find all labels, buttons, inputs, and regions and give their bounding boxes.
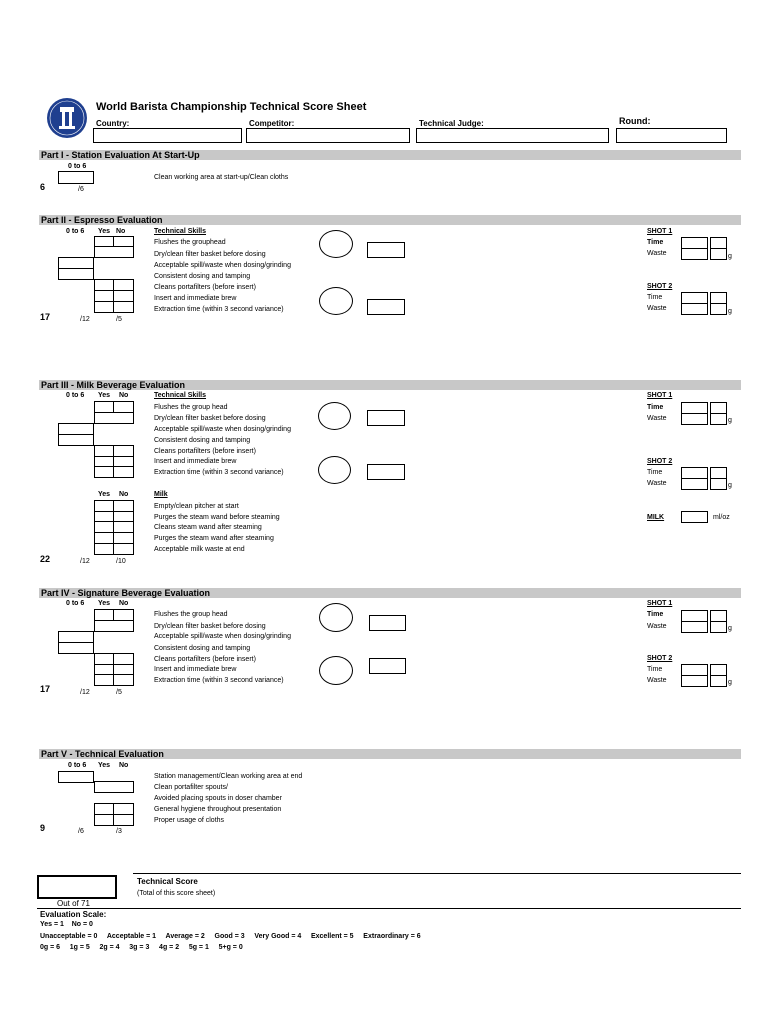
part2-max2: /5 (116, 316, 122, 323)
waste-box[interactable] (710, 413, 727, 425)
scale-title: Evaluation Scale: (40, 910, 107, 919)
part2-item: Cleans portafilters (before insert) (154, 284, 256, 291)
milk-amount-box[interactable] (681, 511, 708, 523)
time-label: Time (647, 294, 663, 301)
scale-ratings: Unacceptable = 0 Acceptable = 1 Average = 2 Good = 3 Very Good = 4 Excellent = 5 Extraordinary = 6 (40, 933, 421, 940)
part4-item: Insert and immediate brew (154, 666, 237, 673)
gram-unit: g (728, 625, 732, 632)
waste-box[interactable] (681, 413, 708, 425)
waste-box[interactable] (681, 621, 708, 633)
gram-unit: g (728, 417, 732, 424)
part5-yes: Yes (98, 762, 111, 769)
part4-total: 17 (40, 684, 51, 694)
judge-field[interactable] (416, 128, 609, 143)
part1-score-box[interactable] (58, 171, 94, 184)
part3-item: Insert and immediate brew (154, 458, 237, 465)
shot2-circle[interactable] (319, 656, 353, 685)
part5-item: Avoided placing spouts in doser chamber (154, 795, 282, 802)
part3-item: Flushes the group head (154, 404, 228, 411)
part5-item: Clean portafilter spouts/ (154, 784, 228, 791)
part4-max1: /12 (80, 689, 90, 696)
milk-item: Empty/clean pitcher at start (154, 503, 239, 510)
shot1-label: SHOT 1 (647, 600, 673, 607)
part5-max1: /6 (78, 828, 84, 835)
part1-range: 0 to 6 (68, 163, 87, 170)
shot2-field[interactable] (369, 658, 406, 674)
out-of-label: Out of 71 (57, 899, 90, 908)
shot2-field[interactable] (367, 299, 405, 315)
part1-header: Part I - Station Evaluation At Start-Up (39, 150, 741, 160)
shot1-field[interactable] (369, 615, 406, 631)
gram-unit: g (728, 253, 732, 260)
no-box[interactable] (113, 814, 134, 826)
gram-unit: g (728, 679, 732, 686)
part3-header: Part III - Milk Beverage Evaluation (39, 380, 741, 390)
waste-box[interactable] (681, 675, 708, 687)
yes-box[interactable] (94, 543, 114, 555)
technical-score-subtitle: (Total of this score sheet) (137, 890, 216, 897)
no-box[interactable] (113, 301, 134, 313)
part5-header: Part V - Technical Evaluation (39, 749, 741, 759)
part2-max1: /12 (80, 316, 90, 323)
gram-unit: g (728, 482, 732, 489)
yes-box[interactable] (94, 412, 134, 424)
yes-box[interactable] (94, 246, 134, 258)
part4-item: Dry/clean filter basket before dosing (154, 623, 266, 630)
part3-item: Cleans portafilters (before insert) (154, 448, 256, 455)
no-box[interactable] (113, 674, 134, 686)
part3-item: Acceptable spill/waste when dosing/grinding (154, 426, 291, 433)
part4-header: Part IV - Signature Beverage Evaluation (39, 588, 741, 598)
waste-box[interactable] (681, 248, 708, 260)
shot1-circle[interactable] (319, 230, 353, 258)
part4-no: No (119, 600, 129, 607)
score-box[interactable] (58, 434, 94, 446)
time-label: Time (647, 469, 663, 476)
part3-no: No (119, 392, 129, 399)
time-label: Time (647, 404, 664, 411)
part1-max: /6 (78, 186, 84, 193)
part1-item: Clean working area at start-up/Clean cloths (154, 174, 289, 181)
part2-item: Extraction time (within 3 second variance) (154, 306, 284, 313)
time-label: Time (647, 666, 663, 673)
part3-item: Extraction time (within 3 second variance) (154, 469, 284, 476)
shot1-label: SHOT 1 (647, 392, 673, 399)
yes-box[interactable] (94, 620, 134, 632)
waste-label: Waste (647, 677, 667, 684)
judge-label: Technical Judge: (419, 119, 484, 128)
yes-box[interactable] (94, 466, 114, 478)
milk-item: Cleans steam wand after steaming (154, 524, 262, 531)
part5-range: 0 to 6 (68, 762, 87, 769)
waste-box[interactable] (710, 621, 727, 633)
waste-box[interactable] (681, 303, 708, 315)
competitor-field[interactable] (246, 128, 410, 143)
waste-label: Waste (647, 305, 667, 312)
no-box[interactable] (113, 543, 134, 555)
technical-score-title: Technical Score (137, 877, 198, 886)
part2-item: Insert and immediate brew (154, 295, 237, 302)
no-box[interactable] (113, 466, 134, 478)
part2-item: Dry/clean filter basket before dosing (154, 251, 266, 258)
milk-no: No (119, 491, 129, 498)
waste-label: Waste (647, 415, 667, 422)
country-label: Country: (96, 119, 130, 128)
part5-max2: /3 (116, 828, 122, 835)
part3-item: Dry/clean filter basket before dosing (154, 415, 266, 422)
shot2-circle[interactable] (318, 456, 351, 484)
part1-total: 6 (40, 182, 46, 192)
part2-no: No (116, 228, 126, 235)
waste-label: Waste (647, 623, 667, 630)
milk-item: Acceptable milk waste at end (154, 546, 245, 553)
yes-box[interactable] (94, 781, 134, 793)
milk-title: Milk (154, 491, 168, 498)
yes-box[interactable] (94, 674, 114, 686)
score-box[interactable] (58, 771, 94, 783)
time-label: Time (647, 611, 664, 618)
score-box[interactable] (58, 642, 94, 654)
score-top-rule (133, 873, 741, 874)
part3-total: 22 (40, 554, 51, 564)
waste-box[interactable] (710, 248, 727, 260)
country-field[interactable] (93, 128, 242, 143)
part5-no: No (119, 762, 129, 769)
shot2-label: SHOT 2 (647, 283, 673, 290)
wbc-logo (46, 97, 88, 139)
score-bottom-rule (37, 908, 741, 909)
part2-skills-title: Technical Skills (154, 228, 207, 235)
part4-yes: Yes (98, 600, 111, 607)
part4-item: Cleans portafilters (before insert) (154, 656, 256, 663)
part2-item: Flushes the grouphead (154, 239, 226, 246)
milk-unit: ml/oz (713, 514, 730, 521)
part3-max2: /10 (116, 558, 126, 565)
part5-item: Station management/Clean working area at end (154, 773, 303, 780)
part2-header: Part II - Espresso Evaluation (39, 215, 741, 225)
shot1-circle[interactable] (318, 402, 351, 430)
shot1-field[interactable] (367, 410, 405, 426)
score-box[interactable] (58, 268, 94, 280)
waste-box[interactable] (710, 303, 727, 315)
waste-box[interactable] (710, 478, 727, 490)
shot2-label: SHOT 2 (647, 655, 673, 662)
part3-skills-title: Technical Skills (154, 392, 207, 399)
part2-item: Acceptable spill/waste when dosing/grinding (154, 262, 291, 269)
part5-item: General hygiene throughout presentation (154, 806, 282, 813)
shot1-label: SHOT 1 (647, 228, 673, 235)
waste-box[interactable] (681, 478, 708, 490)
scale-grams: 0g = 6 1g = 5 2g = 4 3g = 3 4g = 2 5g = 1 5+g = 0 (40, 944, 243, 951)
part4-range: 0 to 6 (66, 600, 85, 607)
milk-label: MILK (647, 514, 665, 521)
total-score-box[interactable] (37, 875, 117, 899)
part3-max1: /12 (80, 558, 90, 565)
time-label: Time (647, 239, 664, 246)
shot2-circle[interactable] (319, 287, 353, 315)
shot1-field[interactable] (367, 242, 405, 258)
page-title: World Barista Championship Technical Score Sheet (96, 101, 367, 113)
part3-item: Consistent dosing and tamping (154, 437, 251, 444)
milk-item: Purges the steam wand after steaming (154, 535, 274, 542)
shot2-label: SHOT 2 (647, 458, 673, 465)
part4-item: Acceptable spill/waste when dosing/grinding (154, 633, 291, 640)
yes-box[interactable] (94, 301, 114, 313)
part3-yes: Yes (98, 392, 111, 399)
part5-total: 9 (40, 823, 46, 833)
waste-label: Waste (647, 250, 667, 257)
part2-item: Consistent dosing and tamping (154, 273, 251, 280)
shot2-field[interactable] (367, 464, 405, 480)
waste-label: Waste (647, 480, 667, 487)
part2-yes: Yes (98, 228, 111, 235)
round-label: Round: (619, 116, 651, 126)
waste-box[interactable] (710, 675, 727, 687)
shot1-circle[interactable] (319, 603, 353, 632)
round-field[interactable] (616, 128, 727, 143)
yes-box[interactable] (94, 814, 114, 826)
part3-range: 0 to 6 (66, 392, 85, 399)
competitor-label: Competitor: (249, 119, 295, 128)
part4-item: Consistent dosing and tamping (154, 645, 251, 652)
part4-item: Flushes the group head (154, 611, 228, 618)
part4-item: Extraction time (within 3 second variance) (154, 677, 284, 684)
part2-range: 0 to 6 (66, 228, 85, 235)
milk-item: Purges the steam wand before steaming (154, 514, 280, 521)
part2-total: 17 (40, 312, 51, 322)
scale-yes-no: Yes = 1 No = 0 (40, 921, 93, 928)
gram-unit: g (728, 308, 732, 315)
part5-item: Proper usage of cloths (154, 817, 225, 824)
part4-max2: /5 (116, 689, 122, 696)
milk-yes: Yes (98, 491, 111, 498)
